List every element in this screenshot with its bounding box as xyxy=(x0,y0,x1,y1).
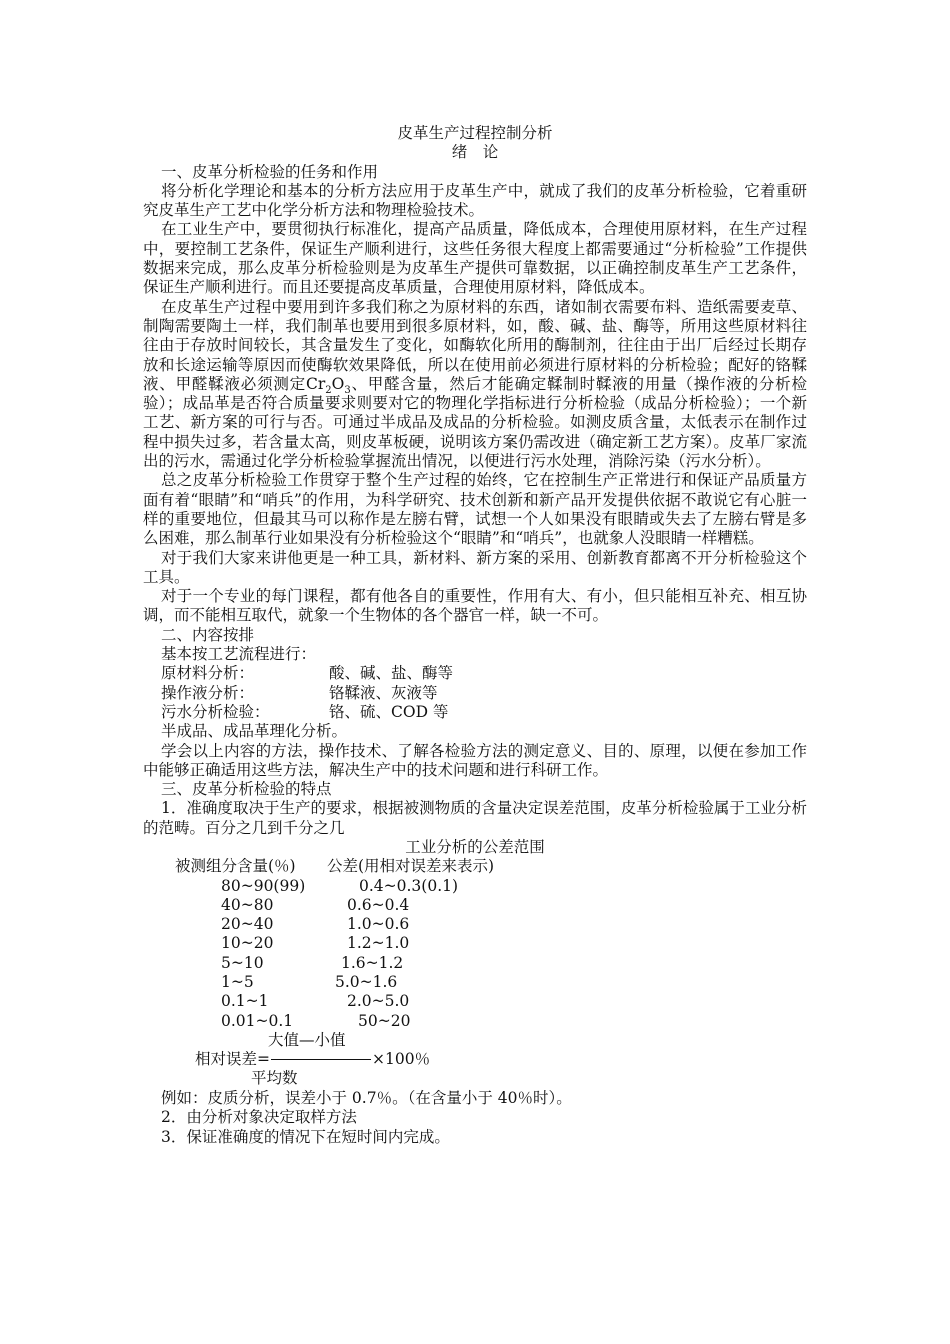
formula-numerator: 大值—小值 xyxy=(268,1030,346,1049)
paragraph: 将分析化学理论和基本的分析方法应用于皮革生产中，就成了我们的皮革分析检验，它着重研究皮革生产工艺中化学分析方法和物理检验技术。 xyxy=(143,181,807,220)
table-row: 0.1~1 2.0~5.0 xyxy=(221,992,410,1011)
doc-title: 皮革生产过程控制分析 xyxy=(397,124,553,142)
table-row: 40~80 0.6~0.4 xyxy=(221,895,410,914)
point-1: 1．准确度取决于生产的要求，根据被测物质的含量决定误差范围，皮革分析检验属于工业分析的范畴。百分之几到千分之几 xyxy=(143,799,807,837)
point-3: 3．保证准确度的情况下在短时间内完成。 xyxy=(161,1127,450,1146)
formula-denominator: 平均数 xyxy=(251,1068,298,1087)
document-page xyxy=(143,124,807,1147)
content-row: 原材料分析： 酸、碱、盐、酶等 xyxy=(161,664,454,683)
section2-heading: 二、内容按排 xyxy=(161,625,255,644)
section2-note: 半成品、成品革理化分析。 xyxy=(161,722,348,741)
content-row: 操作液分析： 铬鞣液、灰液等 xyxy=(161,683,438,702)
example-line: 例如：皮质分析，误差小于 0.7％。（在含量小于 40％时）。 xyxy=(161,1088,572,1107)
paragraph: 对于一个专业的每门课程，都有他各自的重要性，作用有大、有小，但只能相互补充、相互协调，而不能相互取代，就象一个生物体的各个器官一样，缺一不可。 xyxy=(143,587,807,625)
section3-heading: 三、皮革分析检验的特点 xyxy=(161,780,332,799)
table-row: 10~20 1.2~1.0 xyxy=(221,934,410,953)
doc-subtitle: 绪 论 xyxy=(451,143,499,162)
table-row: 5~10 1.6~1.2 xyxy=(221,953,404,972)
paragraph: 在工业生产中，要贯彻执行标准化，提高产品质量，降低成本，合理使用原材料，在生产过程中，要控制工艺条件，保证生产顺利进行，这些任务很大程度上都需要通过“分析检验”工作提供数据来完成，那么皮革分析检验则是为皮革生产提供可靠数据，以正确控制皮革生产工艺条件，保证生产顺利进行。而且还要提高皮革质量，合理使用原材料，降低成本。 xyxy=(143,220,807,297)
paragraph: 总之皮革分析检验工作贯穿于整个生产过程的始终，它在控制生产正常进行和保证产品质量方面有着“眼睛”和“哨兵”的作用，为科学研究、技术创新和新产品开发提供依据不敢说它有心脏一样的重要地位，但最其马可以称作是左膀右臂，试想一个人如果没有眼睛或失去了左膀右臂是多么困难，那么制革行业如果没有分析检验这个“眼睛”和“哨兵”，也就象人没眼睛一样糟糕。 xyxy=(143,471,807,548)
section1-heading: 一、皮革分析检验的任务和作用 xyxy=(161,162,379,181)
relative-error-formula xyxy=(143,1031,807,1089)
table-row: 0.01~0.1 50~20 xyxy=(221,1011,411,1030)
table-row: 80~90(99) 0.4~0.3(0.1) xyxy=(221,876,459,895)
table-title: 工业分析的公差范围 xyxy=(405,837,545,856)
content-row: 污水分析检验： 铬、硫、COD 等 xyxy=(161,702,449,721)
section2-intro: 基本按工艺流程进行： xyxy=(161,645,317,664)
fraction-bar xyxy=(271,1059,371,1060)
table-row: 20~40 1.0~0.6 xyxy=(221,915,410,934)
paragraph: 对于我们大家来讲他更是一种工具，新材料、新方案的采用、创新教育都离不开分析检验这个工具。 xyxy=(143,548,807,586)
formula-line: 相对误差= ×100％ xyxy=(195,1049,431,1068)
point-2: 2．由分析对象决定取样方法 xyxy=(161,1108,357,1127)
table-row: 1~5 5.0~1.6 xyxy=(221,973,398,992)
table-header: 被测组分含量(％) 公差(用相对误差来表示) xyxy=(175,857,495,876)
paragraph-chemistry: 在皮革生产过程中要用到许多我们称之为原材料的东西，诸如制衣需要布料、造纸需要麦草、制陶需要陶土一样，我们制革也要用到很多原材料，如，酸、碱、盐、酶等，所用这些原材料往往由于存放时间较长，其含量发生了变化，如酶软化所用的酶制剂，往往由于出厂后经过长期存放和长途运输等原因而使酶软效果降低，所以在使用前必须进行原材料的分析检验；配好的铬鞣液、甲醛鞣液必须测定$Cr_2O_3$、甲醛含量，然后才能确定鞣制时鞣液的用量（操作液的分析检验）；成品革是否符合质量要求则要对它的物理化学指标进行分析检验（成品分析检验）；一个新工艺、新方案的可行与否。可通过半成品及成品的分析检验。如测皮质含量，太低表示在制作过程中损失过多，若含量太高，则皮革板硬，说明该方案仍需改进（确定新工艺方案）。皮革厂家流出的污水，需通过化学分析检验掌握流出情况，以便进行污水处理，消除污染（污水分析）。 xyxy=(143,297,807,471)
paragraph: 学会以上内容的方法，操作技术、了解各检验方法的测定意义、目的、原理，以便在参加工作中能够正确适用这些方法，解决生产中的技术问题和进行科研工作。 xyxy=(143,741,807,779)
